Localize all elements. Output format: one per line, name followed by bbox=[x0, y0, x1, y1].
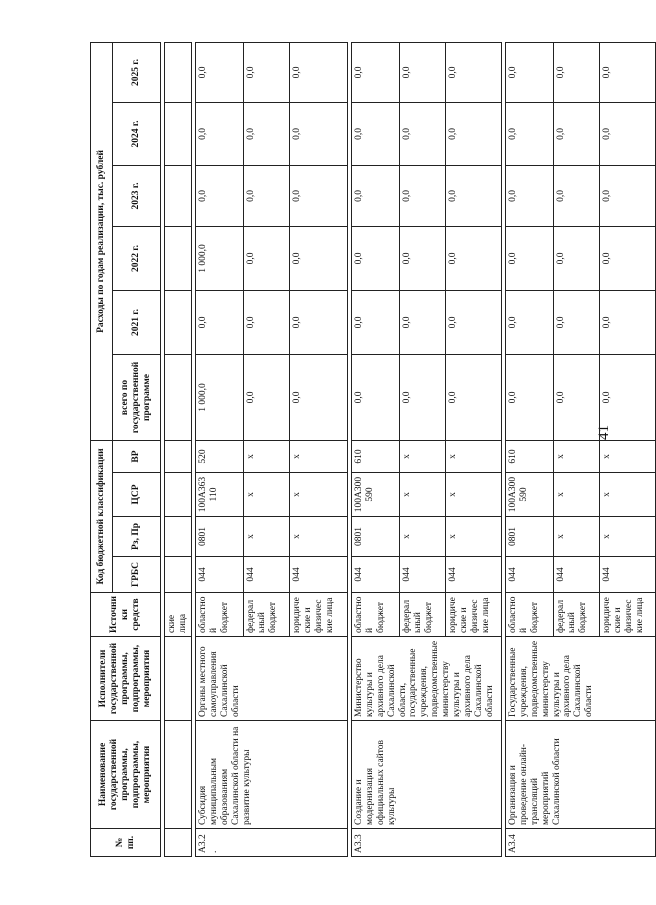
row-y2025: 0,0 bbox=[399, 42, 445, 102]
row-y2023: 0,0 bbox=[289, 165, 347, 226]
table-body bbox=[161, 42, 656, 856]
row-source: федеральный бюджет bbox=[243, 593, 289, 637]
budget-table bbox=[90, 42, 656, 857]
row-y2024: 0,0 bbox=[243, 102, 289, 165]
continuation-empty bbox=[165, 354, 192, 440]
row-total: 0,0 bbox=[351, 354, 399, 440]
row-y2022: 0,0 bbox=[553, 226, 599, 290]
row-source: федеральный бюджет bbox=[553, 593, 599, 637]
row-csr: х bbox=[553, 473, 599, 517]
row-total: 0,0 bbox=[599, 354, 655, 440]
row-total: 0,0 bbox=[505, 354, 553, 440]
row-total: 0,0 bbox=[553, 354, 599, 440]
row-rzpr: 0801 bbox=[195, 517, 243, 557]
row-csr: 100А363 110 bbox=[195, 473, 243, 517]
row-y2021: 0,0 bbox=[351, 290, 399, 354]
section-name: Организация и проведение онлайн-трансляций мероприятий Сахалинской области bbox=[505, 721, 655, 829]
page-number: 41 bbox=[596, 425, 612, 440]
row-rzpr: х bbox=[289, 517, 347, 557]
continuation-executor bbox=[165, 637, 192, 721]
row-source: юридические и физические лица bbox=[445, 593, 501, 637]
continuation-empty bbox=[165, 290, 192, 354]
row-source: юридические и физические лица bbox=[289, 593, 347, 637]
section-name: Субсидия муниципальным образованиям Сахалинской области на развитие культуры bbox=[195, 721, 347, 829]
row-source: федеральный бюджет bbox=[399, 593, 445, 637]
row-vr: х bbox=[243, 440, 289, 472]
row-csr: х bbox=[599, 473, 655, 517]
section-executor: Государственные учреждения, подведомственные министерству культуры и архивного дела Сахалинской области bbox=[505, 637, 655, 721]
row-y2022: 0,0 bbox=[399, 226, 445, 290]
row-csr: х bbox=[445, 473, 501, 517]
section-num: А3.2. bbox=[195, 829, 347, 857]
row-y2023: 0,0 bbox=[399, 165, 445, 226]
row-y2021: 0,0 bbox=[399, 290, 445, 354]
continuation-source: ские лица bbox=[165, 593, 192, 637]
row-y2023: 0,0 bbox=[599, 165, 655, 226]
row-total: 0,0 bbox=[399, 354, 445, 440]
row-y2023: 0,0 bbox=[445, 165, 501, 226]
row-y2025: 0,0 bbox=[243, 42, 289, 102]
continuation-name bbox=[165, 721, 192, 829]
row-y2024: 0,0 bbox=[553, 102, 599, 165]
row-grbs: 044 bbox=[289, 557, 347, 593]
row-y2024: 0,0 bbox=[195, 102, 243, 165]
row-source: областной бюджет bbox=[195, 593, 243, 637]
row-y2025: 0,0 bbox=[289, 42, 347, 102]
row-csr: 100А300 590 bbox=[351, 473, 399, 517]
header-rzpr: Рз, Пр bbox=[113, 517, 161, 557]
row-vr: 520 bbox=[195, 440, 243, 472]
table-row bbox=[195, 42, 243, 856]
header-source: Источники средств bbox=[91, 593, 161, 637]
header-total: всего по государственной программе bbox=[113, 354, 161, 440]
header-2022: 2022 г. bbox=[113, 226, 161, 290]
header-executor: Исполнители государственной программы, подпрограммы, мероприятия bbox=[91, 637, 161, 721]
table-row bbox=[505, 42, 553, 856]
row-y2024: 0,0 bbox=[505, 102, 553, 165]
row-y2021: 0,0 bbox=[243, 290, 289, 354]
header-name: Наименование государственной программы, подпрограммы, мероприятия bbox=[91, 721, 161, 829]
row-rzpr: х bbox=[599, 517, 655, 557]
continuation-row bbox=[165, 42, 192, 856]
row-y2022: 0,0 bbox=[445, 226, 501, 290]
row-y2024: 0,0 bbox=[399, 102, 445, 165]
row-total: 0,0 bbox=[445, 354, 501, 440]
continuation-empty bbox=[165, 557, 192, 593]
row-rzpr: х bbox=[399, 517, 445, 557]
row-y2022: 0,0 bbox=[505, 226, 553, 290]
row-y2023: 0,0 bbox=[195, 165, 243, 226]
row-grbs: 044 bbox=[351, 557, 399, 593]
row-y2024: 0,0 bbox=[351, 102, 399, 165]
row-grbs: 044 bbox=[505, 557, 553, 593]
section-num: А3.3 bbox=[351, 829, 501, 857]
row-csr: х bbox=[289, 473, 347, 517]
row-y2023: 0,0 bbox=[553, 165, 599, 226]
row-y2022: 1 000,0 bbox=[195, 226, 243, 290]
section-executor: Органы местного самоуправления Сахалинской области bbox=[195, 637, 347, 721]
table-row bbox=[351, 42, 399, 856]
header-csr: ЦСР bbox=[113, 473, 161, 517]
continuation-empty bbox=[165, 42, 192, 102]
row-y2022: 0,0 bbox=[243, 226, 289, 290]
continuation-empty bbox=[165, 226, 192, 290]
row-y2025: 0,0 bbox=[195, 42, 243, 102]
row-vr: 610 bbox=[505, 440, 553, 472]
row-source: областной бюджет bbox=[351, 593, 399, 637]
row-csr: х bbox=[399, 473, 445, 517]
row-vr: 610 bbox=[351, 440, 399, 472]
row-y2021: 0,0 bbox=[505, 290, 553, 354]
row-rzpr: х bbox=[243, 517, 289, 557]
row-y2024: 0,0 bbox=[599, 102, 655, 165]
row-rzpr: х bbox=[445, 517, 501, 557]
header-2021: 2021 г. bbox=[113, 290, 161, 354]
row-grbs: 044 bbox=[553, 557, 599, 593]
row-y2025: 0,0 bbox=[505, 42, 553, 102]
section-num: А3.4 bbox=[505, 829, 655, 857]
continuation-empty bbox=[165, 517, 192, 557]
row-grbs: 044 bbox=[599, 557, 655, 593]
row-total: 0,0 bbox=[243, 354, 289, 440]
continuation-num bbox=[165, 829, 192, 857]
row-source: областной бюджет bbox=[505, 593, 553, 637]
row-y2023: 0,0 bbox=[351, 165, 399, 226]
row-y2023: 0,0 bbox=[505, 165, 553, 226]
row-vr: х bbox=[399, 440, 445, 472]
row-rzpr: х bbox=[553, 517, 599, 557]
row-y2021: 0,0 bbox=[599, 290, 655, 354]
header-grbs: ГРБС bbox=[113, 557, 161, 593]
row-y2022: 0,0 bbox=[351, 226, 399, 290]
header-num: № пп. bbox=[91, 829, 161, 857]
row-grbs: 044 bbox=[445, 557, 501, 593]
row-vr: х bbox=[445, 440, 501, 472]
header-vr: ВР bbox=[113, 440, 161, 472]
continuation-empty bbox=[165, 102, 192, 165]
header-budget-code: Код бюджетной классификации bbox=[91, 440, 113, 592]
row-y2023: 0,0 bbox=[243, 165, 289, 226]
row-vr: х bbox=[553, 440, 599, 472]
row-y2021: 0,0 bbox=[289, 290, 347, 354]
row-total: 0,0 bbox=[289, 354, 347, 440]
row-grbs: 044 bbox=[399, 557, 445, 593]
row-y2025: 0,0 bbox=[599, 42, 655, 102]
row-y2025: 0,0 bbox=[351, 42, 399, 102]
row-y2022: 0,0 bbox=[289, 226, 347, 290]
continuation-empty bbox=[165, 473, 192, 517]
row-grbs: 044 bbox=[195, 557, 243, 593]
row-csr: х bbox=[243, 473, 289, 517]
row-y2021: 0,0 bbox=[553, 290, 599, 354]
row-grbs: 044 bbox=[243, 557, 289, 593]
continuation-empty bbox=[165, 165, 192, 226]
row-y2025: 0,0 bbox=[445, 42, 501, 102]
row-vr: х bbox=[599, 440, 655, 472]
row-csr: 100А300 590 bbox=[505, 473, 553, 517]
row-rzpr: 0801 bbox=[505, 517, 553, 557]
row-y2025: 0,0 bbox=[553, 42, 599, 102]
row-total: 1 000,0 bbox=[195, 354, 243, 440]
row-vr: х bbox=[289, 440, 347, 472]
continuation-empty bbox=[165, 440, 192, 472]
header-2024: 2024 г. bbox=[113, 102, 161, 165]
row-y2022: 0,0 bbox=[599, 226, 655, 290]
section-executor: Министерство культуры и архивного дела Сахалинской области, государственные учреждения, подведомственные министерству культуры и архивного дела Сахалинской области bbox=[351, 637, 501, 721]
header-2025: 2025 г. bbox=[113, 42, 161, 102]
row-y2021: 0,0 bbox=[445, 290, 501, 354]
row-y2024: 0,0 bbox=[289, 102, 347, 165]
row-y2021: 0,0 bbox=[195, 290, 243, 354]
header-2023: 2023 г. bbox=[113, 165, 161, 226]
header-expenses: Расходы по годам реализации, тыс. рублей bbox=[91, 42, 113, 440]
row-rzpr: 0801 bbox=[351, 517, 399, 557]
row-source: юридические и физические лица bbox=[599, 593, 655, 637]
section-name: Создание и модернизация официальных сайтов культуры bbox=[351, 721, 501, 829]
row-y2024: 0,0 bbox=[445, 102, 501, 165]
